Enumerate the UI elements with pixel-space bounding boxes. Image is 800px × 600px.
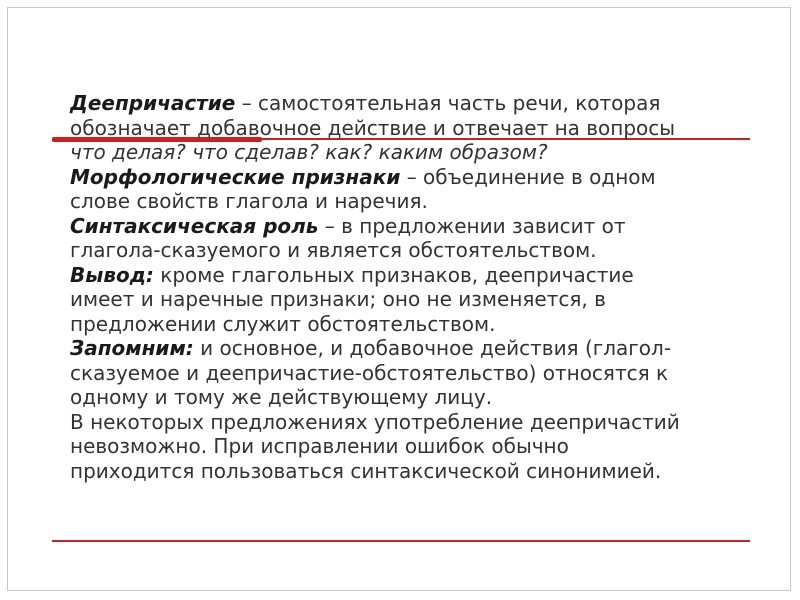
syntax-line-1 (70, 214, 750, 239)
remember-line-1 (70, 336, 750, 361)
definition-text-1: – самостоятельная часть речи, которая (235, 91, 661, 115)
remember-text-1: и основное, и добавочное действия (глагол- (193, 336, 672, 360)
definition-line-2: обозначает добавочное действие и отвечает на вопросы (70, 115, 676, 140)
term-morphology: Морфологические признаки (70, 164, 401, 189)
syntax-text-1: – в предложении зависит от (318, 213, 626, 238)
definition-questions: что делая? что сделав? как? каким образом? (70, 140, 548, 164)
term-syntax: Синтаксическая роль (70, 213, 319, 238)
note-line-3: приходится пользоваться синтаксической синонимией. (70, 458, 662, 483)
conclusion-line-3: предложении служит обстоятельством. (70, 311, 496, 336)
conclusion-line-2: имеет и наречные признаки; оно не изменяется, в (70, 287, 606, 311)
term-conclusion: Вывод: (70, 262, 154, 287)
note-line-1: В некоторых предложениях употребление деепричастий (70, 409, 680, 434)
definition-line-1 (70, 91, 750, 116)
term-remember: Запомним: (70, 336, 194, 360)
morphology-text-1: – объединение в одном (400, 164, 656, 189)
conclusion-line-1 (70, 263, 750, 288)
note-line-2: невозможно. При исправлении ошибок обычно (70, 434, 569, 458)
slide-text-block (70, 91, 750, 483)
remember-line-3: одному и тому же действующему лицу. (70, 385, 493, 409)
syntax-line-2: глагола-сказуемого и является обстоятельством. (70, 238, 597, 262)
conclusion-text-1: кроме глагольных признаков, деепричастие (153, 262, 634, 287)
remember-line-2: сказуемое и деепричастие-обстоятельство) относятся к (70, 360, 669, 385)
morphology-line-1 (70, 165, 750, 190)
term-gerund: Деепричастие (70, 91, 236, 115)
accent-line-bottom (52, 540, 750, 542)
morphology-line-2: слове свойств глагола и наречия. (70, 189, 428, 213)
